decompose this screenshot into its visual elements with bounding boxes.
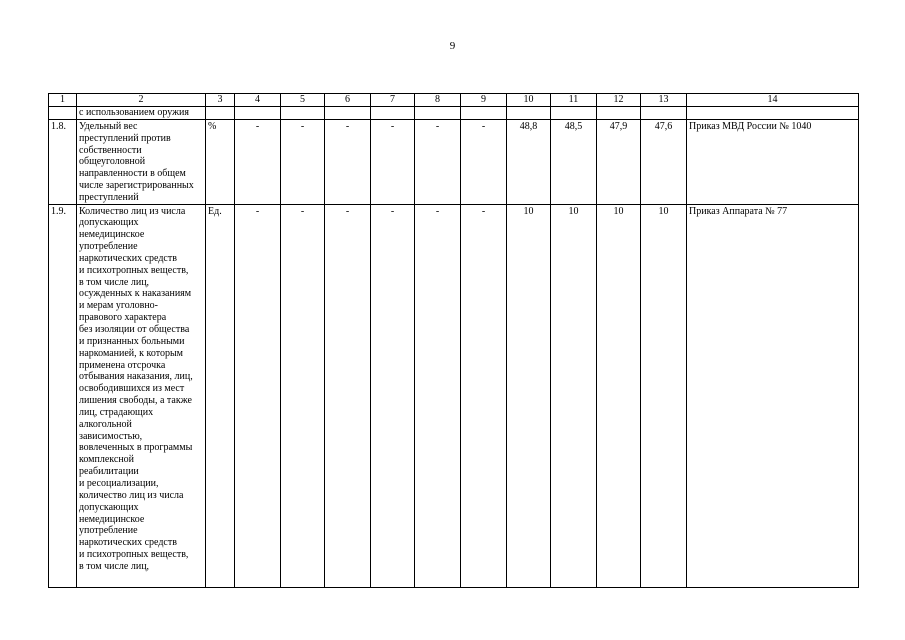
row-value: - xyxy=(281,120,325,205)
row-unit: Ед. xyxy=(206,204,235,587)
column-header-1: 1 xyxy=(49,94,77,107)
cell-empty xyxy=(235,107,281,120)
column-header-11: 11 xyxy=(551,94,597,107)
description-line: зависимостью, xyxy=(79,430,143,442)
row-value: - xyxy=(281,204,325,587)
cell-empty xyxy=(551,107,597,120)
row-value: - xyxy=(461,204,507,587)
description-line: немедицинское xyxy=(79,229,145,241)
row-description xyxy=(77,204,206,587)
description-line: лишения свободы, а также xyxy=(79,395,192,407)
table-row xyxy=(49,120,859,205)
column-header-7: 7 xyxy=(371,94,415,107)
cell-empty xyxy=(206,107,235,120)
row-value: - xyxy=(415,204,461,587)
description-line: и психотропных веществ, xyxy=(79,264,189,276)
description-line: реабилитации xyxy=(79,466,139,478)
description-line: отбывания наказания, лиц, xyxy=(79,371,193,383)
row-number: 1.8. xyxy=(49,120,77,205)
column-header-13: 13 xyxy=(641,94,687,107)
description-line: в том числе лиц, xyxy=(79,560,150,572)
row-value: - xyxy=(325,204,371,587)
table-body xyxy=(49,94,859,588)
row-value: 47,6 xyxy=(641,120,687,205)
description-line: комплексной xyxy=(79,454,135,466)
table-header-row xyxy=(49,94,859,107)
cell-empty xyxy=(641,107,687,120)
description-line: допускающих xyxy=(79,217,139,229)
row-value: - xyxy=(371,204,415,587)
cell-empty xyxy=(687,107,859,120)
row-value: - xyxy=(325,120,371,205)
description-line: употребление xyxy=(79,241,138,253)
column-header-4: 4 xyxy=(235,94,281,107)
row-description xyxy=(77,120,206,205)
continuation-row xyxy=(49,107,859,120)
description-line: допускающих xyxy=(79,501,139,513)
description-line: наркоманией, к которым xyxy=(79,347,184,359)
row-unit: % xyxy=(206,120,235,205)
row-value: 10 xyxy=(507,204,551,587)
description-line: собственности xyxy=(79,144,142,156)
row-value: - xyxy=(461,120,507,205)
description-line: количество лиц из числа xyxy=(79,489,184,501)
description-line: преступлений против xyxy=(79,132,171,144)
description-line: направленности в общем xyxy=(79,168,186,180)
cell-empty xyxy=(49,107,77,120)
description-line: правового характера xyxy=(79,312,167,324)
description-line: осужденных к наказаниям xyxy=(79,288,192,300)
continuation-text: с использованием оружия xyxy=(77,107,206,120)
column-header-9: 9 xyxy=(461,94,507,107)
description-line: применена отсрочка xyxy=(79,359,166,371)
row-value: - xyxy=(235,120,281,205)
description-line: Количество лиц из числа xyxy=(79,205,186,217)
row-value: 10 xyxy=(551,204,597,587)
description-line: немедицинское xyxy=(79,513,145,525)
cell-empty xyxy=(415,107,461,120)
row-value: 10 xyxy=(597,204,641,587)
column-header-12: 12 xyxy=(597,94,641,107)
column-header-5: 5 xyxy=(281,94,325,107)
row-value: 47,9 xyxy=(597,120,641,205)
row-value: - xyxy=(371,120,415,205)
column-header-2: 2 xyxy=(77,94,206,107)
cell-empty xyxy=(507,107,551,120)
row-source: Приказ МВД России № 1040 xyxy=(687,120,859,205)
description-line: и мерам уголовно- xyxy=(79,300,158,312)
row-value: 48,5 xyxy=(551,120,597,205)
cell-empty xyxy=(371,107,415,120)
cell-empty xyxy=(461,107,507,120)
column-header-3: 3 xyxy=(206,94,235,107)
cell-empty xyxy=(281,107,325,120)
description-line: общеуголовной xyxy=(79,156,146,168)
indicators-table xyxy=(48,93,859,588)
description-line: освободившихся из мест xyxy=(79,383,185,395)
description-line: алкогольной xyxy=(79,418,132,430)
column-header-14: 14 xyxy=(687,94,859,107)
description-line: и признанных больными xyxy=(79,335,185,347)
description-line: наркотических средств xyxy=(79,537,177,549)
description-line: вовлеченных в программы xyxy=(79,442,193,454)
row-value: 10 xyxy=(641,204,687,587)
cell-empty xyxy=(325,107,371,120)
description-line: числе зарегистрированных xyxy=(79,179,194,191)
column-header-6: 6 xyxy=(325,94,371,107)
description-line: лиц, страдающих xyxy=(79,406,154,418)
column-header-8: 8 xyxy=(415,94,461,107)
description-line: Удельный вес xyxy=(79,121,138,132)
description-line: преступлений xyxy=(79,191,139,203)
column-header-10: 10 xyxy=(507,94,551,107)
cell-empty xyxy=(597,107,641,120)
description-line: наркотических средств xyxy=(79,252,177,264)
description-line: без изоляции от общества xyxy=(79,324,190,336)
description-line: и психотропных веществ, xyxy=(79,549,189,561)
row-number: 1.9. xyxy=(49,204,77,587)
description-line: употребление xyxy=(79,525,138,537)
description-line: в том числе лиц, xyxy=(79,276,150,288)
row-source: Приказ Аппарата № 77 xyxy=(687,204,859,587)
row-value: - xyxy=(235,204,281,587)
description-line: и ресоциализации, xyxy=(79,477,159,489)
row-value: - xyxy=(415,120,461,205)
row-value: 48,8 xyxy=(507,120,551,205)
page-number: 9 xyxy=(449,40,456,52)
table-row xyxy=(49,204,859,587)
